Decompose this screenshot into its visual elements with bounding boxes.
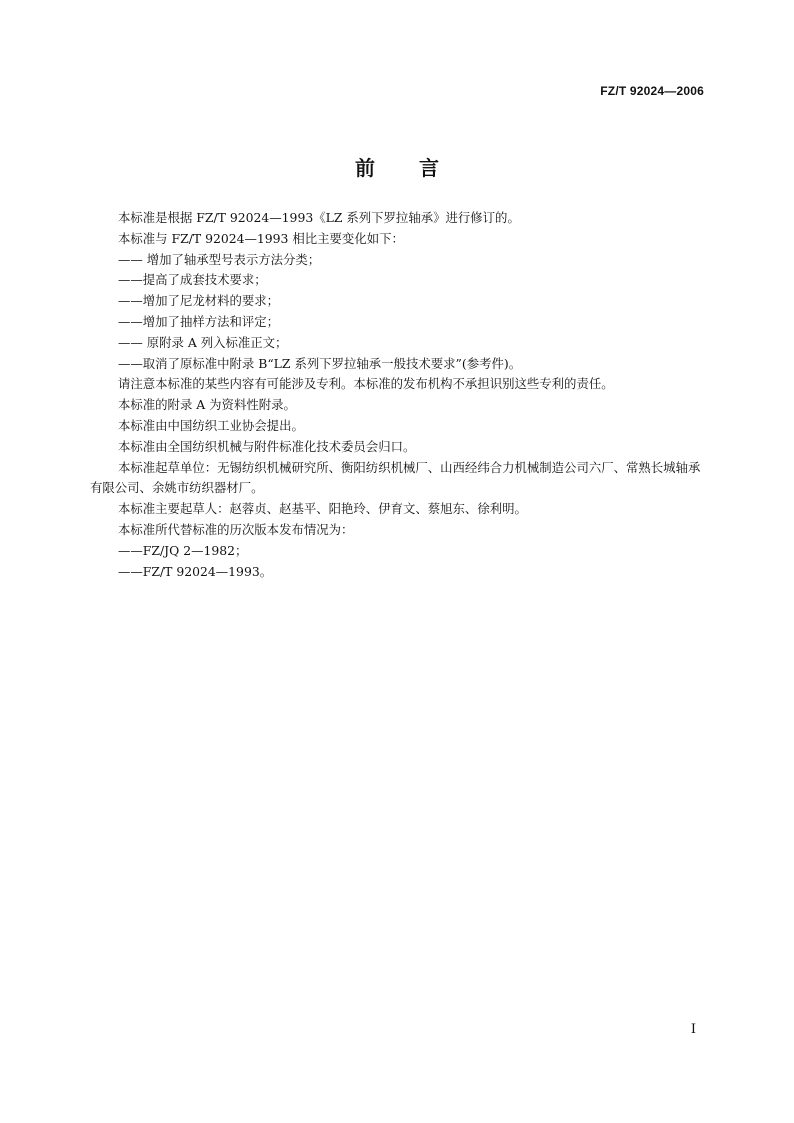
- paragraph: 本标准是根据 FZ/T 92024—1993《LZ 系列下罗拉轴承》进行修订的。: [118, 210, 520, 225]
- page-number: I: [690, 1022, 696, 1037]
- foreword-body: [90, 208, 706, 582]
- list-item: ——提高了成套技术要求；: [118, 272, 267, 288]
- list-item: —— 原附录 A 列入标准正文；: [118, 334, 288, 350]
- list-item: ——取消了原标准中附录 B“LZ 系列下罗拉轴承一般技术要求”(参考件)。: [118, 355, 522, 371]
- page-title-char-1: 前: [355, 156, 375, 180]
- paragraph: 本标准由全国纺织机械与附件标准化技术委员会归口。: [118, 438, 416, 454]
- paragraph: 本标准所代替标准的历次版本发布情况为：: [118, 521, 354, 537]
- paragraph: 请注意本标准的某些内容有可能涉及专利。本标准的发布机构不承担识别这些专利的责任。: [118, 376, 614, 392]
- page-title: [0, 152, 794, 181]
- list-item: —— 增加了轴承型号表示方法分类；: [118, 251, 321, 267]
- paragraph: 本标准的附录 A 为资料性附录。: [118, 397, 296, 413]
- paragraph: 本标准由中国纺织工业协会提出。: [118, 417, 304, 433]
- paragraph: 本标准主要起草人：赵蓉贞、赵基平、阳艳玲、伊育文、蔡旭东、徐利明。: [118, 501, 527, 517]
- page-title-char-2: 言: [419, 156, 439, 180]
- paragraph: 本标准起草单位：无锡纺织机械研究所、衡阳纺织机械厂、山西经纬合力机械制造公司六厂、常熟长城轴承有限公司、余姚市纺织器材厂。: [90, 459, 701, 496]
- list-item: ——FZ/JQ 2—1982；: [118, 542, 248, 558]
- list-item: ——增加了抽样方法和评定；: [118, 313, 280, 329]
- list-item: ——FZ/T 92024—1993。: [118, 563, 273, 579]
- list-item: ——增加了尼龙材料的要求；: [118, 293, 280, 309]
- paragraph: 本标准与 FZ/T 92024—1993 相比主要变化如下：: [118, 230, 404, 246]
- document-code: FZ/T 92024—2006: [600, 84, 704, 98]
